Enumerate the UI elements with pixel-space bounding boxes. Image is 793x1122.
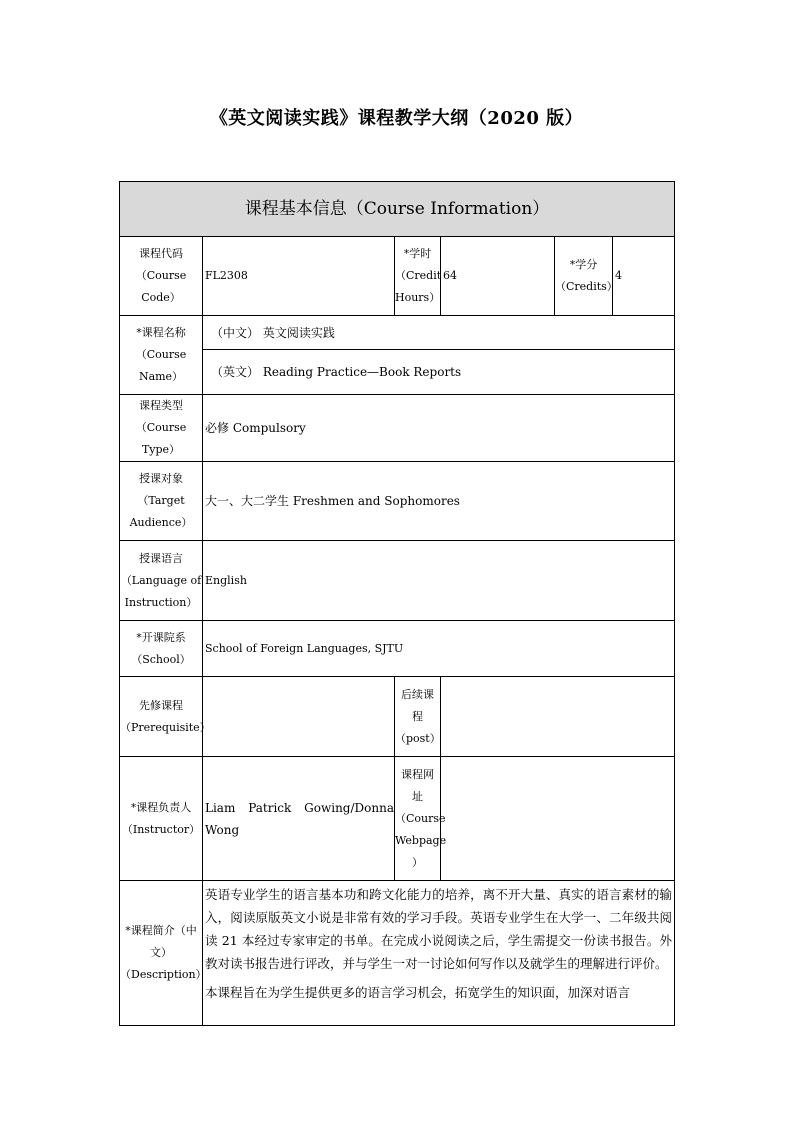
course-info-table [119, 181, 675, 1026]
prerequisite-value [203, 677, 395, 757]
target-value: 大一、大二学生 Freshmen and Sophomores [203, 462, 675, 541]
course-name-en-row [120, 350, 675, 395]
instructor-value: Liam Patrick Gowing/Donna Wong [203, 757, 395, 881]
prerequisite-label: 先修课程 （Prerequisite） [120, 677, 203, 757]
course-name-label: *课程名称 （Course Name） [120, 316, 203, 395]
language-row [120, 541, 675, 621]
school-row [120, 621, 675, 677]
description-value [203, 881, 675, 1026]
description-paragraph-2: 本课程旨在为学生提供更多的语言学习机会，拓宽学生的知识面，加深对语言 [205, 985, 631, 1000]
document-title: 《英文阅读实践》课程教学大纲（2020 版） [209, 108, 584, 129]
course-code-value: FL2308 [203, 237, 395, 316]
course-name-en: （英文） Reading Practice—Book Reports [203, 350, 675, 395]
description-paragraph-1: 英语专业学生的语言基本功和跨文化能力的培养，离不开大量、真实的语言素材的输入，阅读原版英文小说是非常有效的学习手段。英语专业学生在大学一、二年级共阅读 21 本经过专家审定的书单。在完成小说阅读之后，学生需提交一份读书报告。外教对读书报告进行评改，并与学生一对一讨论如何写作以及就学生的理解进行评价。 [205, 887, 672, 971]
course-type-value: 必修 Compulsory [203, 395, 675, 462]
description-label: *课程简介（中 文） （Description） [120, 881, 203, 1026]
instructor-label: *课程负责人 （Instructor） [120, 757, 203, 881]
credits-value: 4 [613, 237, 675, 316]
school-label: *开课院系 （School） [120, 621, 203, 677]
prerequisite-row [120, 677, 675, 757]
school-value: School of Foreign Languages, SJTU [203, 621, 675, 677]
webpage-label: 课程网 址 （Course Webpage ） [395, 757, 441, 881]
credits-label: *学分 （Credits） [555, 237, 613, 316]
description-row [120, 881, 675, 1026]
language-value: English [203, 541, 675, 621]
table-header-row [120, 182, 675, 237]
course-name-zh-row [120, 316, 675, 350]
credit-hours-label: *学时 （Credit Hours） [395, 237, 441, 316]
target-row [120, 462, 675, 541]
table-header: 课程基本信息（Course Information） [120, 182, 675, 237]
instructor-row [120, 757, 675, 881]
course-type-row [120, 395, 675, 462]
post-label: 后续课 程 （post） [395, 677, 441, 757]
language-label: 授课语言 （Language of Instruction） [120, 541, 203, 621]
credit-hours-value: 64 [441, 237, 555, 316]
webpage-value [441, 757, 675, 881]
course-type-label: 课程类型 （Course Type） [120, 395, 203, 462]
post-value [441, 677, 675, 757]
course-code-row [120, 237, 675, 316]
course-name-zh: （中文） 英文阅读实践 [203, 316, 675, 350]
course-code-label: 课程代码 （Course Code） [120, 237, 203, 316]
target-label: 授课对象 （Target Audience） [120, 462, 203, 541]
